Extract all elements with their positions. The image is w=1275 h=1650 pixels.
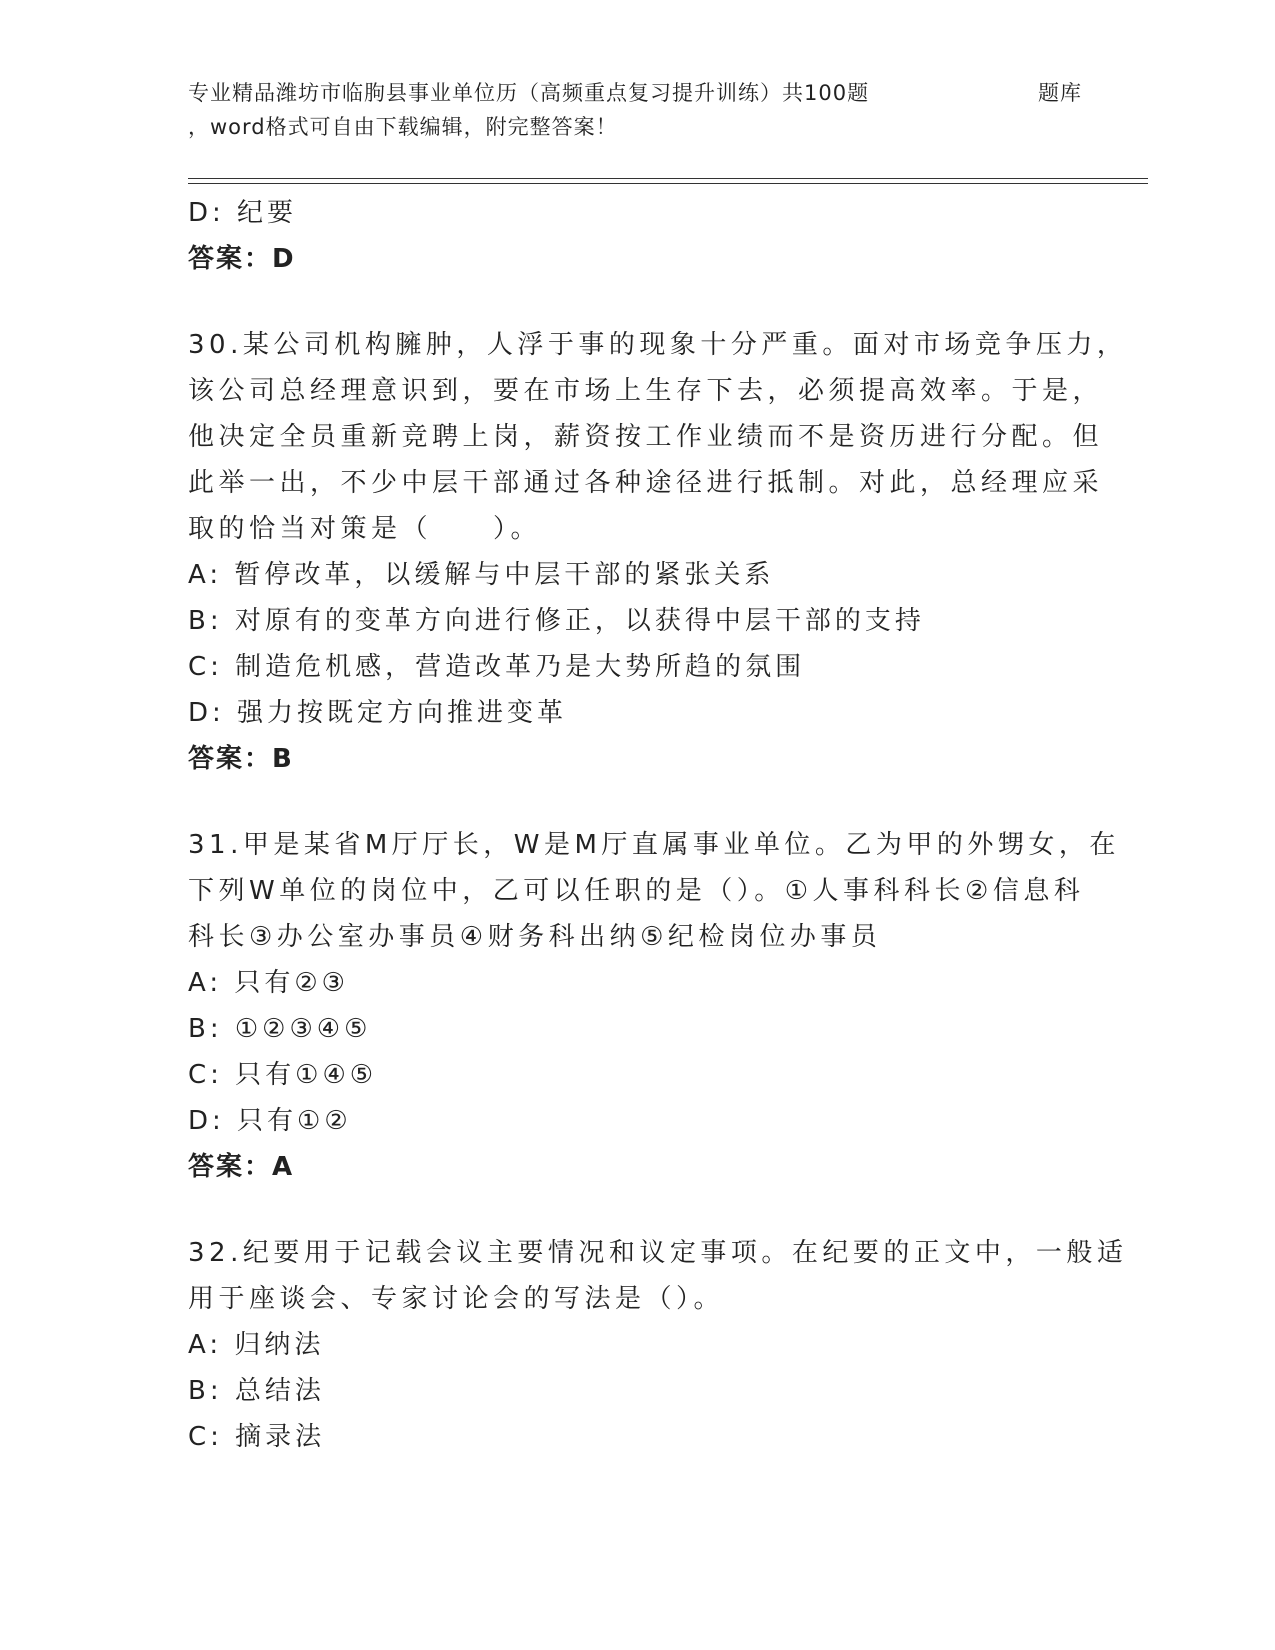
option-d: D: 只有①② — [188, 1106, 352, 1136]
header-divider-bottom — [188, 183, 1148, 184]
question-text-line: 他决定全员重新竞聘上岗，薪资按工作业绩而不是资历进行分配。但 — [188, 422, 1104, 452]
question-32 — [188, 1230, 1128, 1322]
question-30 — [188, 322, 1128, 552]
answer-line: 答案：D — [188, 244, 296, 274]
spacer — [188, 782, 1088, 822]
option-a: A: 只有②③ — [188, 968, 349, 998]
header-divider-top — [188, 178, 1148, 179]
option-c: C: 只有①④⑤ — [188, 1060, 378, 1090]
question-text-line: 31.甲是某省M厅厅长，W是M厅直属事业单位。乙为甲的外甥女，在 — [188, 830, 1120, 860]
spacer — [188, 282, 1088, 322]
page-header — [188, 76, 1148, 144]
question-text-line: 科长③办公室办事员④财务科出纳⑤纪检岗位办事员 — [188, 922, 882, 952]
option-b: B: ①②③④⑤ — [188, 1014, 372, 1044]
question-text-line: 下列W单位的岗位中，乙可以任职的是（）。①人事科科长②信息科 — [188, 876, 1085, 906]
document-body — [188, 190, 1128, 1460]
option-d: D: 强力按既定方向推进变革 — [188, 698, 568, 728]
option-a: A: 归纳法 — [188, 1330, 325, 1360]
question-text-line: 取的恰当对策是（ ）。 — [188, 514, 542, 544]
option-c: C: 摘录法 — [188, 1422, 326, 1452]
answer-line: 答案：B — [188, 744, 294, 774]
header-tag: 题库 — [1038, 81, 1082, 105]
option-c: C: 制造危机感，营造改革乃是大势所趋的氛围 — [188, 652, 806, 682]
header-line-2: ，word格式可自由下载编辑，附完整答案！ — [188, 115, 618, 139]
option-b: B: 对原有的变革方向进行修正，以获得中层干部的支持 — [188, 606, 925, 636]
question-31 — [188, 822, 1120, 960]
option-b: B: 总结法 — [188, 1376, 325, 1406]
question-text-line: 用于座谈会、专家讨论会的写法是（）。 — [188, 1284, 725, 1314]
option-a: A: 暂停改革，以缓解与中层干部的紧张关系 — [188, 560, 775, 590]
option-d: D: 纪要 — [188, 198, 298, 228]
question-text-line: 此举一出，不少中层干部通过各种途径进行抵制。对此，总经理应采 — [188, 468, 1104, 498]
header-line-1 — [188, 76, 1148, 110]
spacer — [188, 1190, 1088, 1230]
answer-line: 答案：A — [188, 1152, 295, 1182]
question-text-line: 30.某公司机构臃肿，人浮于事的现象十分严重。面对市场竞争压力， — [188, 330, 1128, 360]
question-text-line: 32.纪要用于记载会议主要情况和议定事项。在纪要的正文中，一般适 — [188, 1238, 1128, 1268]
question-text-line: 该公司总经理意识到，要在市场上生存下去，必须提高效率。于是， — [188, 376, 1104, 406]
header-title: 专业精品潍坊市临朐县事业单位历（高频重点复习提升训练）共100题 — [188, 81, 870, 105]
